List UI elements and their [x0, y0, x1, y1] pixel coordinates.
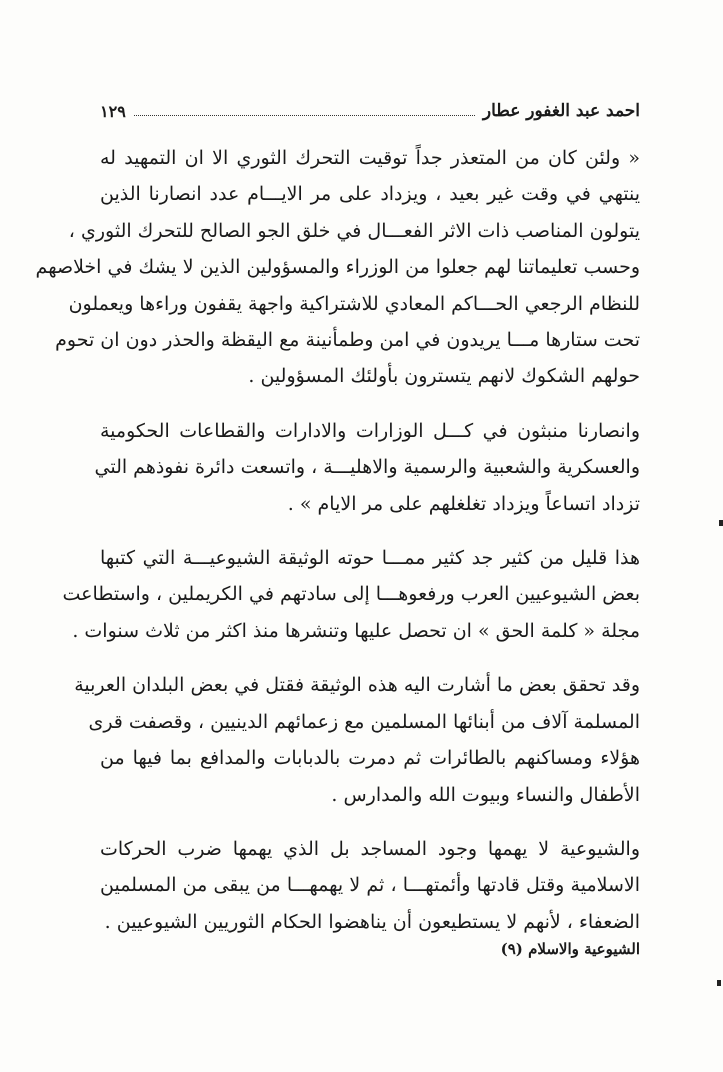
paragraph-3	[62, 540, 640, 649]
text-line: الاسلامية وقتل قادتها وأئمتهـــا ، ثم لا يهمهـــا من يبقى من المسلمين	[100, 874, 640, 897]
text-line: هذا قليل من كثير جد كثير ممـــا حوته الوثيقة الشيوعيـــة التي كتبها	[100, 547, 640, 570]
text-line: هؤلاء ومساكنهم بالطائرات ثم دمرت بالدبابات والمدافع بما فيها من	[100, 747, 640, 770]
text-line: للنظام الرجعي الحـــاكم المعادي للاشتراكية واجهة يقفون وراءها ويعملون	[68, 292, 640, 315]
text-line: حولهم الشكوك لانهم يتسترون بأولئك المسؤولين .	[248, 365, 640, 388]
text-line: « ولئن كان من المتعذر جداً توقيت التحرك الثوري الا ان التمهيد له	[100, 147, 640, 169]
text-line: الأطفال والنساء وبيوت الله والمدارس .	[331, 783, 640, 806]
text-line: الضعفاء ، لأنهم لا يستطيعون أن يناهضوا الحكام الثوريين الشيوعيين .	[104, 910, 640, 933]
text-line: والعسكرية والشعبية والرسمية والاهليـــة ، واتسعت دائرة نفوذهم التي	[94, 456, 640, 479]
paragraph-5	[100, 831, 640, 940]
text-line: المسلمة آلاف من أبنائها المسلمين مع زعمائهم الدينيين ، وقصفت قرى	[88, 710, 640, 733]
text-line: وانصارنا منبثون في كـــل الوزارات والادارات والقطاعات الحكومية	[100, 419, 640, 442]
text-line: تحت ستارها مـــا يريدون في امن وطمأنينة مع اليقظة والحذر دون ان تحوم	[55, 329, 640, 352]
text-line: وحسب تعليماتنا لهم جعلوا من الوزراء والمسؤولين الذين لا يشك في اخلاصهم	[35, 256, 640, 279]
text-line: والشيوعية لا يهمها وجود المساجد بل الذي يهمها ضرب الحركات	[100, 837, 640, 860]
paragraph-4	[74, 667, 640, 813]
header-author: احمد عبد الغفور عطار	[482, 101, 640, 121]
scan-speck	[719, 520, 723, 526]
header-leader-dots	[134, 115, 475, 116]
text-line: بعض الشيوعيين العرب ورفعوهـــا إلى سادتهم في الكريملين ، واستطاعت	[62, 583, 640, 606]
signature-mark: الشيوعية والاسلام (٩)	[500, 940, 640, 958]
running-header	[100, 98, 640, 124]
text-line: ينتهي في وقت غير بعيد ، ويزداد على مر الايـــام عدد انصارنا الذين	[100, 183, 640, 206]
text-line: وقد تحقق بعض ما أشارت اليه هذه الوثيقة فقتل في بعض البلدان العربية	[74, 674, 640, 697]
scan-speck	[717, 980, 721, 986]
paragraph-2	[94, 413, 640, 522]
text-line: مجلة « كلمة الحق » ان تحصل عليها وتنشرها منذ اكثر من ثلاث سنوات .	[72, 619, 640, 642]
body-text	[35, 140, 640, 940]
page-number: ١٢٩	[100, 101, 126, 121]
text-line: تزداد اتساعاً ويزداد تغلغلهم على مر الايام » .	[287, 492, 640, 515]
paragraph-1	[35, 140, 640, 395]
text-line: يتولون المناصب ذات الاثر الفعـــال في خلق الجو الصالح للتحرك الثوري ،	[68, 219, 640, 242]
